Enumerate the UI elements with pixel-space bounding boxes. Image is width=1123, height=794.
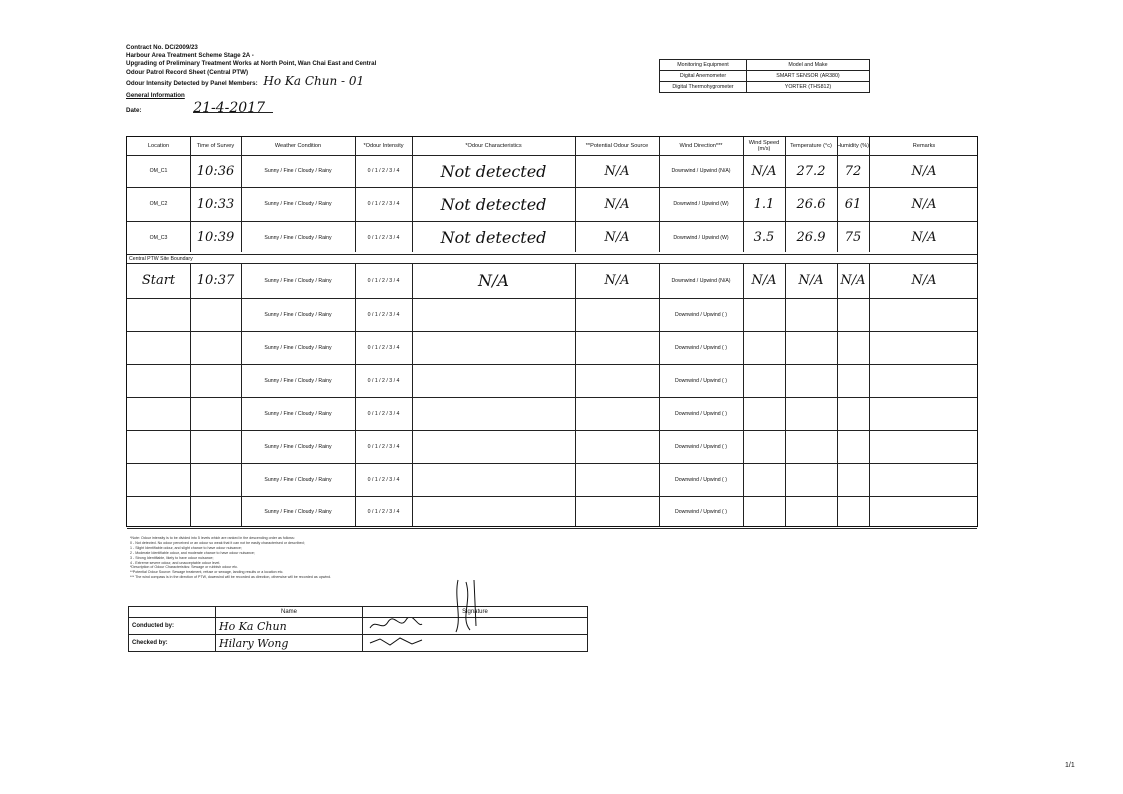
cell-humidity xyxy=(837,364,869,397)
cell-weather: Sunny / Fine / Cloudy / Rainy xyxy=(264,168,332,174)
footnote: 0 - Not detected. No odour perceived or an odour so weak that it can not be easily characterised or described; xyxy=(130,540,305,545)
cell-humidity: 72 xyxy=(844,163,862,179)
cell-source xyxy=(575,397,659,430)
cell-direction: Downwind / Upwind ( ) xyxy=(675,377,727,384)
column-header: *Odour Intensity xyxy=(363,143,404,149)
footnote: 2 - Moderate Identifiable odour, and moderate chance to have odour nuisance; xyxy=(130,550,255,555)
cell-speed xyxy=(743,496,785,528)
footnotes xyxy=(130,536,331,580)
cell-direction: Downwind / Upwind (N/A) xyxy=(671,277,731,284)
column-header: **Potential Odour Source xyxy=(585,143,649,149)
cell-direction: Downwind / Upwind (W) xyxy=(673,201,729,207)
equipment-row xyxy=(660,71,870,82)
equipment-value: YORTER (THS812) xyxy=(747,82,870,93)
cell-source: N/A xyxy=(604,196,630,212)
cell-location xyxy=(127,364,190,397)
cell-speed xyxy=(743,364,785,397)
cell-temperature xyxy=(785,364,837,397)
cell-location xyxy=(127,430,190,463)
cell-weather: Sunny / Fine / Cloudy / Rainy xyxy=(264,410,332,417)
sheet-title: Odour Patrol Record Sheet (Central PTW) xyxy=(126,68,249,76)
cell-temperature: N/A xyxy=(798,273,824,288)
equipment-value: Model and Make xyxy=(747,60,870,71)
cell-time xyxy=(190,430,241,463)
date-value: 21-4-2017 xyxy=(193,104,273,113)
footnote: 4 - Extreme severe odour, and unacceptable odour level. xyxy=(130,560,221,565)
conducted-label: Conducted by: xyxy=(129,618,216,635)
cell-weather: Sunny / Fine / Cloudy / Rainy xyxy=(264,476,332,483)
cell-characteristics xyxy=(412,364,575,397)
cell-speed: N/A xyxy=(751,163,777,179)
cell-direction: Downwind / Upwind ( ) xyxy=(675,476,727,483)
cell-speed xyxy=(743,298,785,331)
cell-speed xyxy=(743,397,785,430)
cell-time xyxy=(190,496,241,528)
panel-line xyxy=(126,73,376,88)
cell-location xyxy=(127,463,190,496)
cell-source xyxy=(575,331,659,364)
cell-location xyxy=(127,298,190,331)
cell-temperature xyxy=(785,397,837,430)
signoff-table xyxy=(128,606,588,652)
cell-time: 10:33 xyxy=(196,196,235,212)
cell-location xyxy=(127,496,190,528)
cell-remarks xyxy=(869,298,979,331)
cell-time: 10:39 xyxy=(196,230,235,245)
cell-time xyxy=(190,331,241,364)
panel-value: Ho Ka Chun - 01 xyxy=(263,73,365,88)
cell-direction: Downwind / Upwind ( ) xyxy=(675,410,727,417)
cell-characteristics xyxy=(412,430,575,463)
signature-scribble-icon xyxy=(366,635,426,649)
signature-scribble-icon xyxy=(366,618,426,632)
cell-source: N/A xyxy=(604,163,630,179)
site-boundary-label: Central PTW Site Boundary xyxy=(129,255,193,262)
panel-label: Odour Intensity Detected by Panel Members: xyxy=(126,79,258,87)
cell-intensity: 0 / 1 / 2 / 3 / 4 xyxy=(367,476,400,483)
column-header: Weather Condition xyxy=(274,143,322,149)
date-label: Date: xyxy=(126,107,142,115)
cell-remarks xyxy=(869,463,979,496)
cell-direction: Downwind / Upwind ( ) xyxy=(675,509,727,515)
cell-temperature: 26.9 xyxy=(796,230,826,245)
footnote: 1 - Slight Identifiable odour, and slight chance to have odour nuisance; xyxy=(130,545,242,550)
cell-remarks xyxy=(869,331,979,364)
footnote: **Potential Odour Source: Sewage treatment, refuse or sewage, landing results or a location etc. xyxy=(130,570,284,575)
equipment-row xyxy=(660,60,870,71)
name-header: Name xyxy=(216,607,363,618)
cell-intensity: 0 / 1 / 2 / 3 / 4 xyxy=(367,443,400,450)
cell-time: 10:36 xyxy=(196,163,235,179)
cell-characteristics xyxy=(412,496,575,528)
cell-speed xyxy=(743,463,785,496)
checked-name: Hilary Wong xyxy=(216,635,363,652)
date-line xyxy=(126,100,376,117)
cell-weather: Sunny / Fine / Cloudy / Rainy xyxy=(264,443,332,450)
cell-speed: 3.5 xyxy=(753,230,775,245)
cell-remarks: N/A xyxy=(911,273,937,288)
cell-intensity: 0 / 1 / 2 / 3 / 4 xyxy=(367,377,400,384)
pen-scribble-icon xyxy=(452,578,482,639)
cell-location: Start xyxy=(141,273,176,288)
signature-header: Signature xyxy=(363,607,588,618)
cell-direction: Downwind / Upwind ( ) xyxy=(675,344,727,351)
cell-location: OM_C3 xyxy=(149,234,168,241)
cell-remarks xyxy=(869,496,979,528)
cell-temperature xyxy=(785,298,837,331)
cell-characteristics: Not detected xyxy=(440,194,547,214)
cell-remarks xyxy=(869,364,979,397)
cell-time xyxy=(190,397,241,430)
cell-humidity: N/A xyxy=(840,273,866,288)
footnote: *Note: Odour intensity is to be divided into 5 levels which are ranked in the descending order as follows: xyxy=(130,536,295,540)
cell-source: N/A xyxy=(604,273,630,288)
cell-weather: Sunny / Fine / Cloudy / Rainy xyxy=(264,377,332,384)
cell-time: 10:37 xyxy=(196,273,235,288)
cell-temperature xyxy=(785,331,837,364)
footnote: 3 - Strong Identifiable, likely to have odour nuisance; xyxy=(130,555,214,560)
equipment-label: Digital Thermohygrometer xyxy=(660,82,747,93)
cell-humidity xyxy=(837,331,869,364)
column-header: Humidity (%) xyxy=(837,143,870,149)
cell-intensity: 0 / 1 / 2 / 3 / 4 xyxy=(367,311,400,318)
conducted-row xyxy=(129,618,588,635)
cell-location xyxy=(127,397,190,430)
cell-time xyxy=(190,364,241,397)
cell-temperature xyxy=(785,430,837,463)
cell-source xyxy=(575,298,659,331)
cell-direction: Downwind / Upwind ( ) xyxy=(675,311,727,318)
column-header: Location xyxy=(147,143,170,149)
equipment-value: SMART SENSOR (AR380) xyxy=(747,71,870,82)
cell-characteristics: Not detected xyxy=(440,228,547,247)
cell-weather: Sunny / Fine / Cloudy / Rainy xyxy=(264,509,332,515)
general-info: General Information xyxy=(126,92,185,100)
cell-temperature: 26.6 xyxy=(796,196,826,212)
cell-direction: Downwind / Upwind ( ) xyxy=(675,443,727,450)
cell-speed: 1.1 xyxy=(753,196,775,212)
contract-number: Contract No. DC/2009/23 xyxy=(126,44,198,51)
cell-remarks xyxy=(869,397,979,430)
cell-location xyxy=(127,331,190,364)
cell-characteristics xyxy=(412,397,575,430)
cell-characteristics: N/A xyxy=(478,271,509,290)
column-header: Wind Speed (m/s) xyxy=(748,140,780,152)
cell-direction: Downwind / Upwind (W) xyxy=(673,234,729,241)
cell-weather: Sunny / Fine / Cloudy / Rainy xyxy=(264,344,332,351)
cell-intensity: 0 / 1 / 2 / 3 / 4 xyxy=(367,410,400,417)
column-header: Remarks xyxy=(912,143,936,149)
cell-direction: Downwind / Upwind (N/A) xyxy=(671,168,731,174)
cell-location: OM_C2 xyxy=(149,201,168,207)
cell-remarks: N/A xyxy=(911,196,937,212)
cell-characteristics: Not detected xyxy=(440,161,547,181)
cell-humidity xyxy=(837,496,869,528)
cell-intensity: 0 / 1 / 2 / 3 / 4 xyxy=(367,234,400,241)
cell-characteristics xyxy=(412,298,575,331)
cell-temperature: 27.2 xyxy=(796,163,826,179)
scheme-title: Harbour Area Treatment Scheme Stage 2A - xyxy=(126,52,254,60)
signoff-header-row xyxy=(129,607,588,618)
cell-humidity xyxy=(837,298,869,331)
equipment-label: Monitoring Equipment xyxy=(660,60,747,71)
cell-location: OM_C1 xyxy=(149,168,168,174)
column-header: Temperature (°c) xyxy=(790,143,832,149)
works-title: Upgrading of Preliminary Treatment Works at North Point, Wan Chai East and Central xyxy=(126,60,377,68)
cell-intensity: 0 / 1 / 2 / 3 / 4 xyxy=(367,277,400,284)
document-header xyxy=(126,44,376,115)
footnote: *Description of Odour Characteristics: Sewage or rubbish odour etc. xyxy=(130,565,239,570)
cell-weather: Sunny / Fine / Cloudy / Rainy xyxy=(264,201,332,207)
cell-humidity xyxy=(837,463,869,496)
cell-temperature xyxy=(785,463,837,496)
odour-patrol-table xyxy=(126,136,978,527)
cell-source: N/A xyxy=(604,230,630,245)
cell-humidity xyxy=(837,397,869,430)
column-header: Wind Direction*** xyxy=(679,143,723,149)
cell-remarks: N/A xyxy=(911,230,937,245)
cell-weather: Sunny / Fine / Cloudy / Rainy xyxy=(264,234,332,241)
cell-intensity: 0 / 1 / 2 / 3 / 4 xyxy=(367,344,400,351)
column-header: *Odour Characteristics xyxy=(465,143,522,149)
cell-source xyxy=(575,496,659,528)
cell-humidity: 75 xyxy=(844,230,862,245)
cell-remarks xyxy=(869,430,979,463)
cell-characteristics xyxy=(412,331,575,364)
cell-intensity: 0 / 1 / 2 / 3 / 4 xyxy=(367,168,400,174)
signoff-blank xyxy=(129,607,216,618)
cell-characteristics xyxy=(412,463,575,496)
cell-source xyxy=(575,364,659,397)
equipment-row xyxy=(660,82,870,93)
cell-remarks: N/A xyxy=(911,163,937,179)
cell-humidity xyxy=(837,430,869,463)
page-number: 1/1 xyxy=(1065,762,1075,769)
cell-weather: Sunny / Fine / Cloudy / Rainy xyxy=(264,277,332,284)
equipment-label: Digital Anemometer xyxy=(660,71,747,82)
checked-label: Checked by: xyxy=(129,635,216,652)
cell-weather: Sunny / Fine / Cloudy / Rainy xyxy=(264,311,332,318)
column-header: Time of Survey xyxy=(196,143,235,149)
footnote: *** The wind compass is in the direction of PTW, downwind will be recorded as direction, otherwise will be recorded as upwind. xyxy=(130,575,332,580)
cell-humidity: 61 xyxy=(844,196,862,212)
cell-temperature xyxy=(785,496,837,528)
cell-speed: N/A xyxy=(751,273,777,288)
cell-source xyxy=(575,463,659,496)
equipment-table xyxy=(659,59,870,93)
conducted-name: Ho Ka Chun xyxy=(216,618,363,635)
cell-speed xyxy=(743,430,785,463)
cell-intensity: 0 / 1 / 2 / 3 / 4 xyxy=(367,201,400,207)
cell-source xyxy=(575,430,659,463)
cell-time xyxy=(190,298,241,331)
cell-intensity: 0 / 1 / 2 / 3 / 4 xyxy=(367,509,400,515)
cell-time xyxy=(190,463,241,496)
cell-speed xyxy=(743,331,785,364)
checked-row xyxy=(129,635,588,652)
